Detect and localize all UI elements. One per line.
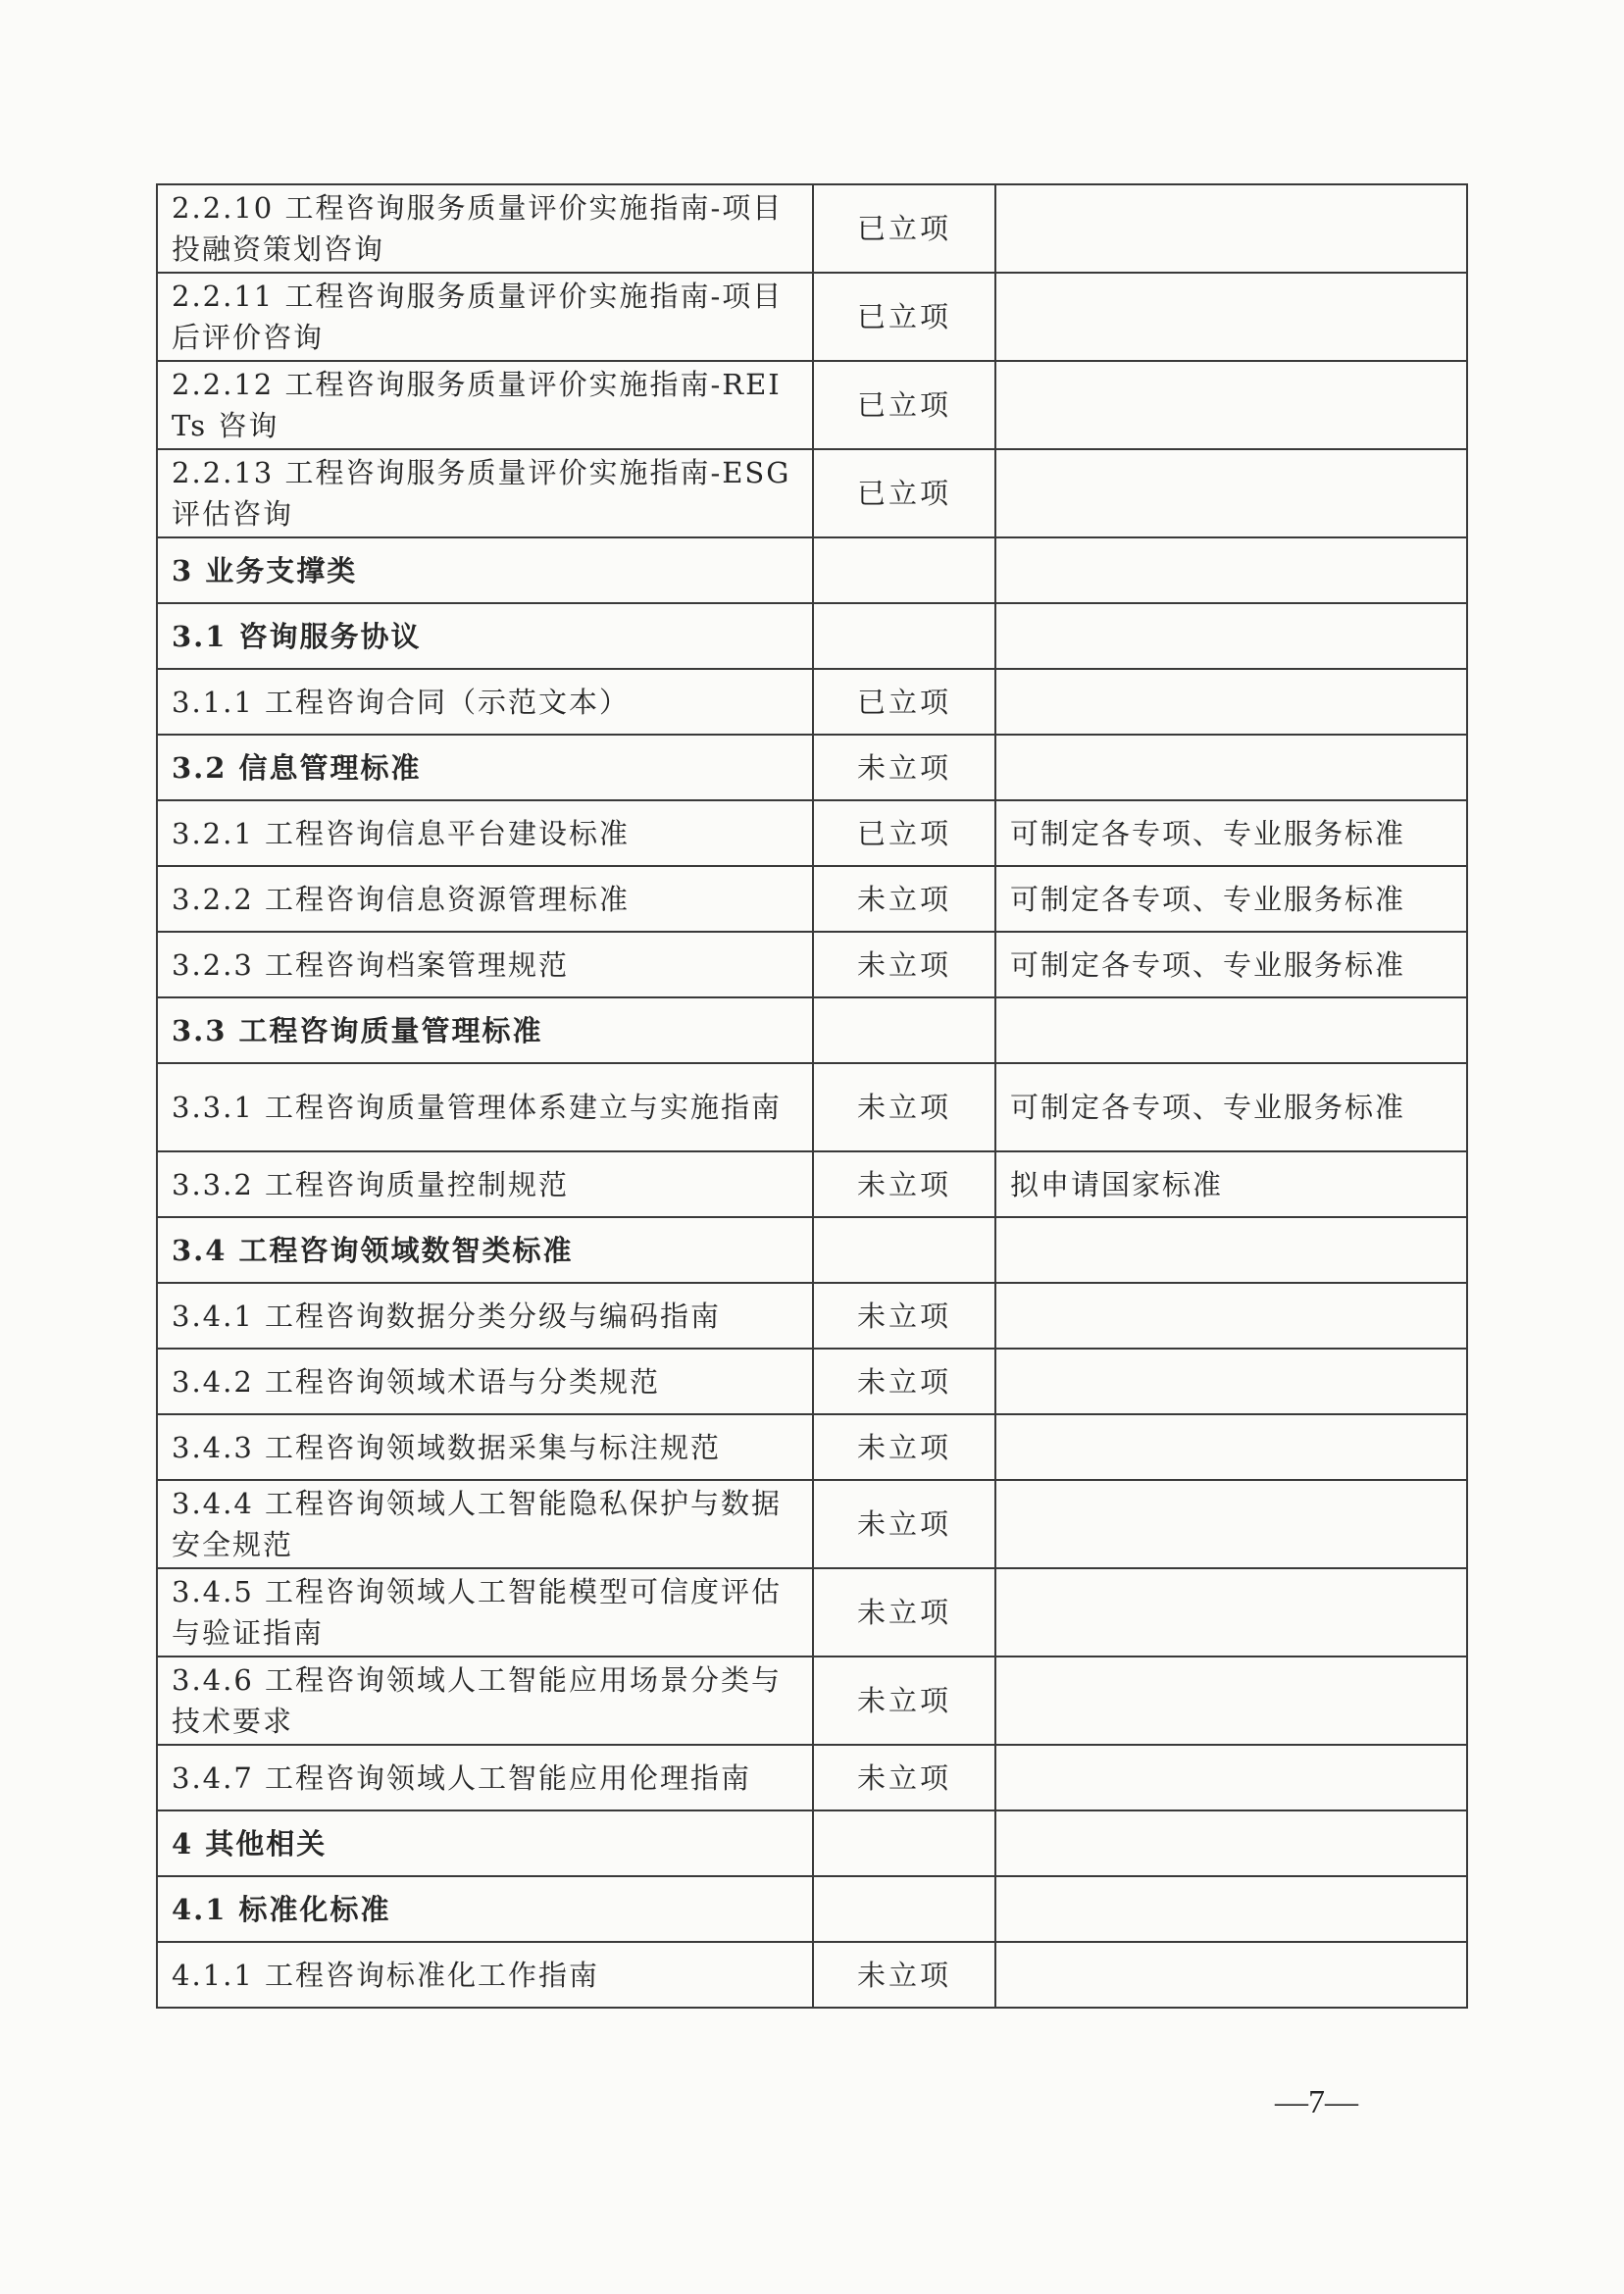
status-cell: 已立项: [813, 800, 995, 866]
table-row: [157, 1942, 1467, 2008]
standard-name-cell: 4.1.1 工程咨询标准化工作指南: [157, 1942, 813, 2008]
table-row: [157, 1063, 1467, 1151]
status-cell: 未立项: [813, 1480, 995, 1568]
status-cell: 未立项: [813, 1283, 995, 1349]
table-row: [157, 1151, 1467, 1217]
status-cell: [813, 1217, 995, 1283]
note-cell: [995, 1480, 1467, 1568]
status-cell: [813, 537, 995, 603]
table-row: [157, 184, 1467, 273]
standard-name-cell: 3.4 工程咨询领域数智类标准: [157, 1217, 813, 1283]
standard-name-cell: 2.2.11 工程咨询服务质量评价实施指南-项目后评价咨询: [157, 273, 813, 361]
table-section-row: [157, 603, 1467, 669]
standard-name-cell: 3.4.7 工程咨询领域人工智能应用伦理指南: [157, 1745, 813, 1810]
standard-name-cell: 3.4.1 工程咨询数据分类分级与编码指南: [157, 1283, 813, 1349]
note-cell: [995, 1657, 1467, 1745]
page-number: —7—: [1275, 2084, 1358, 2120]
note-cell: 可制定各专项、专业服务标准: [995, 800, 1467, 866]
table-row: [157, 1414, 1467, 1480]
standard-name-cell: 3.1.1 工程咨询合同（示范文本）: [157, 669, 813, 735]
note-cell: [995, 1414, 1467, 1480]
standard-name-cell: 2.2.12 工程咨询服务质量评价实施指南-REITs 咨询: [157, 361, 813, 449]
table-section-row: [157, 1217, 1467, 1283]
standard-name-cell: 3.1 咨询服务协议: [157, 603, 813, 669]
note-cell: [995, 537, 1467, 603]
note-cell: [995, 449, 1467, 537]
status-cell: [813, 997, 995, 1063]
status-cell: 未立项: [813, 1568, 995, 1657]
note-cell: [995, 1349, 1467, 1414]
table-row: [157, 1283, 1467, 1349]
status-cell: 已立项: [813, 361, 995, 449]
note-cell: [995, 669, 1467, 735]
note-cell: [995, 603, 1467, 669]
note-cell: 可制定各专项、专业服务标准: [995, 866, 1467, 932]
standard-name-cell: 2.2.10 工程咨询服务质量评价实施指南-项目投融资策划咨询: [157, 184, 813, 273]
standard-name-cell: 4 其他相关: [157, 1810, 813, 1876]
status-cell: 未立项: [813, 1063, 995, 1151]
table-row: [157, 800, 1467, 866]
status-cell: 未立项: [813, 866, 995, 932]
note-cell: 拟申请国家标准: [995, 1151, 1467, 1217]
table-row: [157, 669, 1467, 735]
note-cell: [995, 997, 1467, 1063]
note-cell: [995, 184, 1467, 273]
status-cell: 未立项: [813, 1414, 995, 1480]
status-cell: [813, 603, 995, 669]
standard-name-cell: 4.1 标准化标准: [157, 1876, 813, 1942]
standard-name-cell: 3.4.6 工程咨询领域人工智能应用场景分类与技术要求: [157, 1657, 813, 1745]
standards-table-body: [157, 184, 1467, 2008]
note-cell: [995, 1283, 1467, 1349]
standard-name-cell: 3.3.2 工程咨询质量控制规范: [157, 1151, 813, 1217]
standard-name-cell: 3.4.5 工程咨询领域人工智能模型可信度评估与验证指南: [157, 1568, 813, 1657]
standard-name-cell: 2.2.13 工程咨询服务质量评价实施指南-ESG评估咨询: [157, 449, 813, 537]
standard-name-cell: 3.2.2 工程咨询信息资源管理标准: [157, 866, 813, 932]
status-cell: 未立项: [813, 932, 995, 997]
table-row: [157, 866, 1467, 932]
note-cell: [995, 361, 1467, 449]
status-cell: 已立项: [813, 449, 995, 537]
note-cell: [995, 273, 1467, 361]
note-cell: [995, 735, 1467, 800]
standard-name-cell: 3.2 信息管理标准: [157, 735, 813, 800]
standard-name-cell: 3.4.4 工程咨询领域人工智能隐私保护与数据安全规范: [157, 1480, 813, 1568]
status-cell: [813, 1876, 995, 1942]
note-cell: [995, 1942, 1467, 2008]
table-section-row: [157, 997, 1467, 1063]
status-cell: 未立项: [813, 735, 995, 800]
note-cell: 可制定各专项、专业服务标准: [995, 932, 1467, 997]
status-cell: [813, 1810, 995, 1876]
standard-name-cell: 3.2.3 工程咨询档案管理规范: [157, 932, 813, 997]
note-cell: [995, 1568, 1467, 1657]
table-row: [157, 273, 1467, 361]
status-cell: 未立项: [813, 1151, 995, 1217]
note-cell: [995, 1876, 1467, 1942]
status-cell: 已立项: [813, 273, 995, 361]
table-row: [157, 1568, 1467, 1657]
table-row: [157, 449, 1467, 537]
note-cell: 可制定各专项、专业服务标准: [995, 1063, 1467, 1151]
status-cell: 未立项: [813, 1657, 995, 1745]
standard-name-cell: 3.2.1 工程咨询信息平台建设标准: [157, 800, 813, 866]
standard-name-cell: 3 业务支撑类: [157, 537, 813, 603]
note-cell: [995, 1217, 1467, 1283]
table-section-row: [157, 537, 1467, 603]
standard-name-cell: 3.3.1 工程咨询质量管理体系建立与实施指南: [157, 1063, 813, 1151]
table-row: [157, 932, 1467, 997]
table-row: [157, 1657, 1467, 1745]
standard-name-cell: 3.4.2 工程咨询领域术语与分类规范: [157, 1349, 813, 1414]
table-section-row: [157, 735, 1467, 800]
standard-name-cell: 3.4.3 工程咨询领域数据采集与标注规范: [157, 1414, 813, 1480]
table-section-row: [157, 1810, 1467, 1876]
standards-table: [156, 183, 1468, 2009]
table-row: [157, 1745, 1467, 1810]
status-cell: 未立项: [813, 1942, 995, 2008]
table-section-row: [157, 1876, 1467, 1942]
note-cell: [995, 1745, 1467, 1810]
status-cell: 未立项: [813, 1745, 995, 1810]
table-row: [157, 1480, 1467, 1568]
table-row: [157, 361, 1467, 449]
standard-name-cell: 3.3 工程咨询质量管理标准: [157, 997, 813, 1063]
note-cell: [995, 1810, 1467, 1876]
status-cell: 已立项: [813, 669, 995, 735]
status-cell: 未立项: [813, 1349, 995, 1414]
status-cell: 已立项: [813, 184, 995, 273]
table-row: [157, 1349, 1467, 1414]
